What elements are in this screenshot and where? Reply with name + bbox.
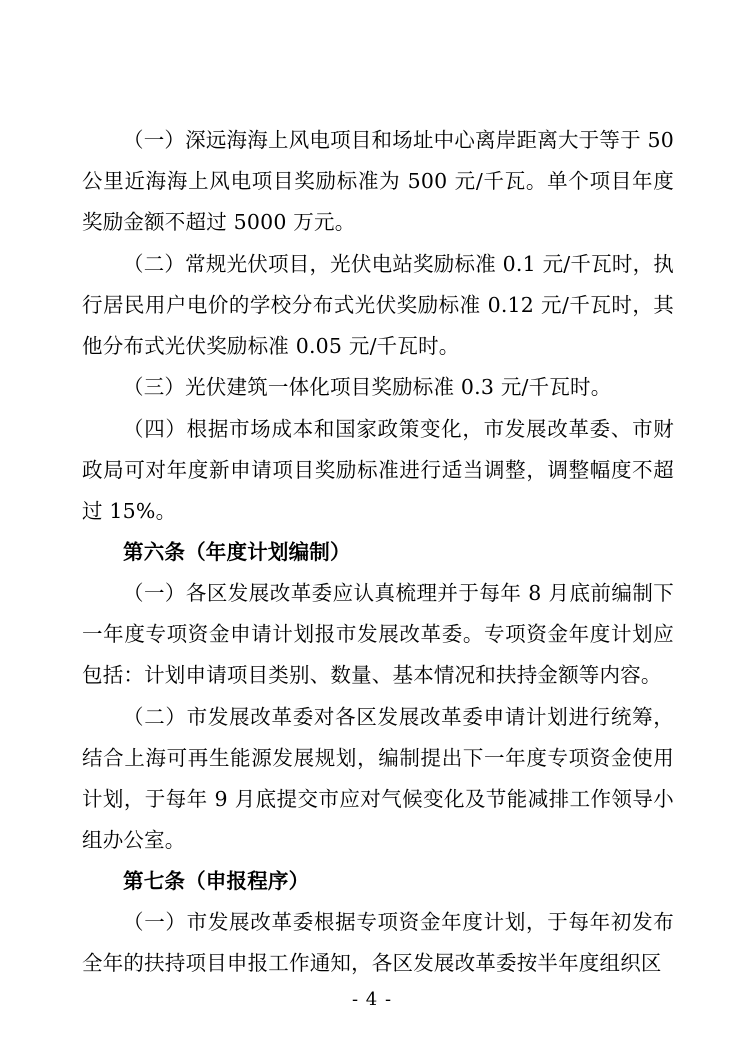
page-number: - 4 -	[351, 989, 393, 1010]
paragraph-item-4: （四）根据市场成本和国家政策变化，市发展改革委、市财政局可对年度新申请项目奖励标准进行适当调整，调整幅度不超过 15%。	[82, 416, 674, 523]
section-heading-article-six: 第六条（年度计划编制）	[123, 540, 351, 564]
paragraph-item-2: （二）常规光伏项目，光伏电站奖励标准 0.1 元/千瓦时，执行居民用户电价的学校分布式光伏奖励标准 0.12 元/千瓦时，其他分布式光伏奖励标准 0.05 元/千瓦时。	[82, 251, 674, 358]
document-body	[82, 120, 674, 984]
paragraph-item-1: （一）深远海海上风电项目和场址中心离岸距离大于等于 50 公里近海海上风电项目奖励标准为 500 元/千瓦。单个项目年度奖励金额不超过 5000 万元。	[82, 128, 674, 234]
paragraph-item-5: （一）各区发展改革委应认真梳理并于每年 8 月底前编制下一年度专项资金申请计划报市发展改革委。专项资金年度计划应包括：计划申请项目类别、数量、基本情况和扶持金额等内容。	[82, 581, 674, 687]
paragraph-item-6: （二）市发展改革委对各区发展改革委申请计划进行统筹，结合上海可再生能源发展规划，编制提出下一年度专项资金使用计划，于每年 9 月底提交市应对气候变化及节能减排工作领导小组办公室。	[82, 704, 674, 852]
page-footer	[0, 989, 744, 1010]
paragraph-item-7: （一）市发展改革委根据专项资金年度计划，于每年初发布全年的扶持项目申报工作通知，各区发展改革委按半年度组织区	[82, 910, 674, 975]
section-heading-article-seven: 第七条（申报程序）	[123, 869, 310, 893]
paragraph-item-3: （三）光伏建筑一体化项目奖励标准 0.3 元/千瓦时。	[123, 375, 612, 399]
